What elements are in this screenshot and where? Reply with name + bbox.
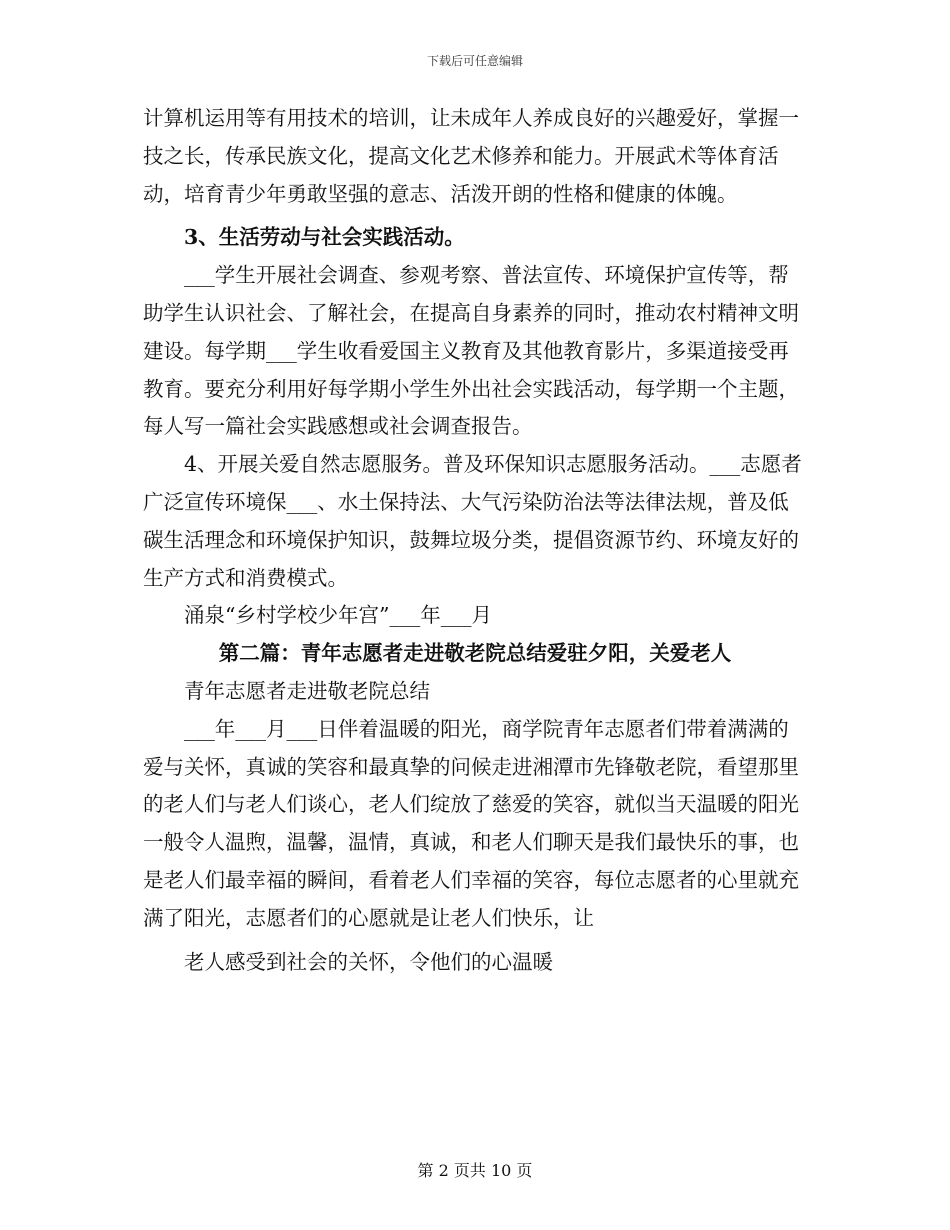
chapter-title: 第二篇：青年志愿者走进敬老院总结爱驻夕阳，关爱老人 (218, 641, 732, 666)
page-footer: 第 2 页共 10 页 (417, 1161, 533, 1180)
paragraph-closing: 老人感受到社会的关怀，令他们的心温暖 (184, 949, 553, 974)
subtitle: 青年志愿者走进敬老院总结 (184, 678, 430, 703)
section-heading-3: 3、生活劳动与社会实践活动。 (184, 225, 465, 250)
paragraph-training: 计算机运用等有用技术的培训，让未成年人养成良好的兴趣爱好，掌握一技之长，传承民族文化，提高文化艺术修养和能力。开展武术等体育活动，培育青少年勇敢坚强的意志、活泼开朗的性格和健康的体魄。 (143, 106, 799, 206)
paragraph-nursing-home: ___年___月___日伴着温暖的阳光，商学院青年志愿者们带着满满的爱与关怀，真诚的笑容和最真挚的问候走进湘潭市先锋敬老院，看望那里的老人们与老人们谈心，老人们绽放了慈爱的笑容，就似当天温暖的阳光一般令人温煦，温馨，温情，真诚，和老人们聊天是我们最快乐的事，也是老人们最幸福的瞬间，看着老人们幸福的笑容，每位志愿者的心里就充满了阳光，志愿者们的心愿就是让老人们快乐，让 (143, 716, 799, 930)
signature-line: 涌泉“乡村学校少年宫”___年___月 (184, 603, 492, 628)
paragraph-social-practice: ___学生开展社会调查、参观考察、普法宣传、环境保护宣传等，帮助学生认识社会、了解社会，在提高自身素养的同时，推动农村精神文明建设。每学期___学生收看爱国主义教育及其他教育影片，多渠道接受再教育。要充分利用好每学期小学生外出社会实践活动，每学期一个主题，每人写一篇社会实践感想或社会调查报告。 (143, 263, 799, 439)
page-header: 下载后可任意编辑 (426, 54, 523, 68)
paragraph-nature-volunteer: 4、开展关爱自然志愿服务。普及环保知识志愿服务活动。___志愿者广泛宣传环境保___、水土保持法、大气污染防治法等法律法规，普及低碳生活理念和环境保护知识，鼓舞垃圾分类，提倡资源节约、环境友好的生产方式和消费模式。 (143, 452, 802, 590)
document-body (143, 100, 807, 981)
